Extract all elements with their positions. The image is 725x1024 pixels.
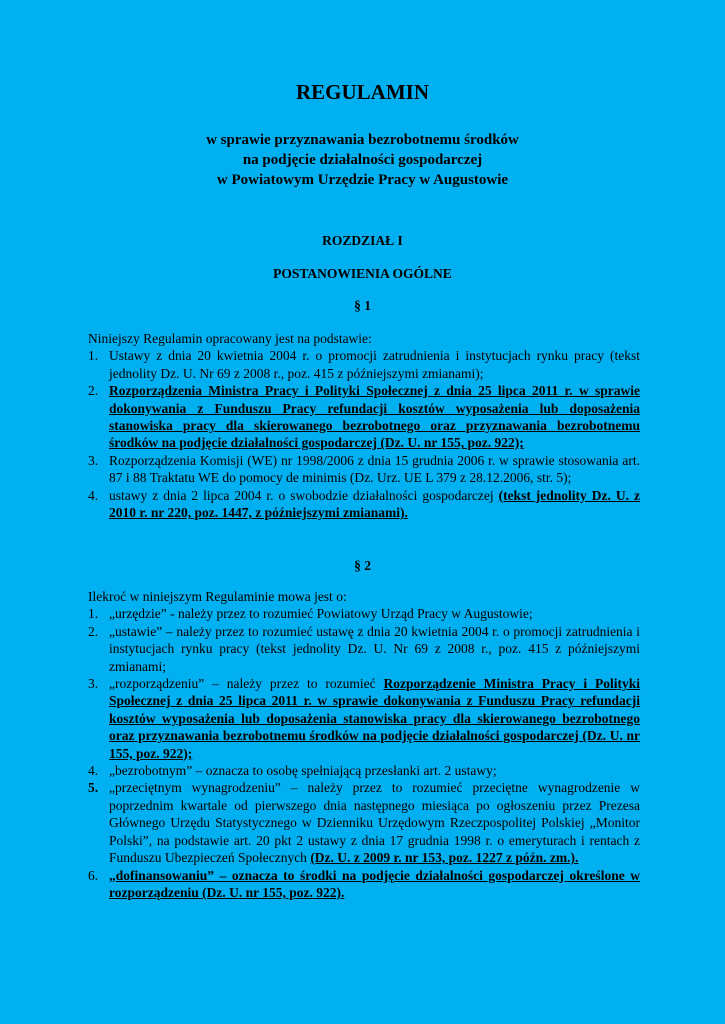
subtitle-line: na podjęcie działalności gospodarczej [242,152,483,168]
item-emphasis: (tekst jednolity Dz. U. z 2010 r. nr 220, poz. 1447, z późniejszymi zmianami). [109,487,640,521]
item-number: 4. [88,487,99,503]
item-emphasis: „dofinansowaniu” – oznacza to środki na podjęcie działalności gospodarczej określone w rozporządzeniu (Dz. U. nr 155, poz. 922). [109,867,640,900]
item-number: 2. [88,383,99,399]
item-emphasis: Rozporządzenie Ministra Pracy i Polityki Społecznej z dnia 25 lipca 2011 r. w sprawie dokonywania z Funduszu Pracy refundacji kosztów wyposażenia lub doposażenia stanowiska pracy dla skierowanego bezrobotnego oraz przyznawania bezrobotnemu środków na podjęcie działalności gospodarczej (Dz. U. nr 155, poz. 922); [109,676,641,761]
item-text: „ustawie” – należy przez to rozumieć ustawę z dnia 20 kwietnia 2004 r. o promocji zatrudnienia i instytucjach rynku pracy (tekst jednolity Dz. U. Nr 69 z 2008 r., poz. 415 z późniejszymi zmianami; [109,623,640,674]
item-text: Rozporządzenia Komisji (WE) nr 1998/2006 z dnia 15 grudnia 2006 r. w sprawie stosowania art. 87 i 88 Traktatu WE do pomocy de minimis (Dz. Urz. UE L 379 z 28.12.2006, str. 5); [109,452,640,486]
list-item [88,867,640,902]
list-item [88,452,640,487]
item-emphasis: (Dz. U. z 2009 r. nr 153, poz. 1227 z późn. zm.). [310,850,579,866]
list-item [88,675,640,762]
chapter-name: POSTANOWIENIA OGÓLNE [273,266,452,281]
document-subtitle [0,130,725,190]
list-item [88,623,640,675]
list-item [88,762,640,779]
subtitle-line: w Powiatowym Urzędzie Pracy w Augustowie [216,172,509,188]
section-2-list [88,605,640,901]
item-emphasis: Rozporządzenia Ministra Pracy i Polityki Społecznej z dnia 25 lipca 2011 r. w sprawie dokonywania z Funduszu Pracy refundacji kosztów wyposażenia lub doposażenia stanowiska pracy dla skierowanego bezrobotnego oraz przyznawania bezrobotnemu środków na podjęcie działalności gospodarczej (Dz. U. nr 155, poz. 922); [109,383,640,451]
item-text: „przeciętnym wynagrodzeniu” – należy przez to rozumieć przeciętne wynagrodzenie w poprzednim kwartale od pierwszego dnia następnego miesiąca po ogłoszeniu przez Prezesa Głównego Urzędu Statystycznego w Dzienniku Urzędowym Rzeczpospolitej Polskiej „Monitor Polski”, na podstawie art. 20 pkt 2 ustawy z dnia 17 grudnia 1998 r. o emeryturach i rentach z Funduszu Ubezpieczeń Społecznych [109,780,640,866]
item-number: 2. [88,623,99,639]
item-number: 1. [88,348,99,364]
list-item [88,347,640,382]
item-text: ustawy z dnia 2 lipca 2004 r. o swobodzie działalności gospodarczej [109,487,499,503]
section-2-body [88,588,640,901]
section-1-list [88,347,640,521]
subtitle-line: w sprawie przyznawania bezrobotnemu środków [206,132,519,148]
item-number: 1. [88,606,99,622]
item-number: 3. [88,452,99,468]
item-text: „rozporządzeniu” – należy przez to rozumieć [109,676,384,692]
section-1-mark: § 1 [354,298,371,313]
list-item [88,382,640,452]
item-number: 6. [88,867,99,883]
section-1-body [88,330,640,521]
document-title: REGULAMIN [295,80,429,104]
chapter-label: ROZDZIAŁ I [322,233,403,248]
section-2-intro: Ilekroć w niniejszym Regulaminie mowa jest o: [88,589,347,604]
item-number: 3. [88,676,99,692]
item-number: 4. [88,763,99,779]
item-text: „bezrobotnym” – oznacza to osobę spełniającą przesłanki art. 2 ustawy; [109,763,497,779]
section-2-mark: § 2 [354,558,371,573]
item-text: Ustawy z dnia 20 kwietnia 2004 r. o promocji zatrudnienia i instytucjach rynku pracy (tekst jednolity Dz. U. Nr 69 z 2008 r., poz. 415 z późniejszymi zmianami); [109,348,640,381]
list-item [88,779,640,866]
list-item [88,487,640,522]
item-number: 5. [88,780,99,796]
item-text: „urzędzie” - należy przez to rozumieć Powiatowy Urząd Pracy w Augustowie; [109,606,533,622]
section-1-intro: Niniejszy Regulamin opracowany jest na podstawie: [88,331,372,346]
list-item [88,605,640,622]
